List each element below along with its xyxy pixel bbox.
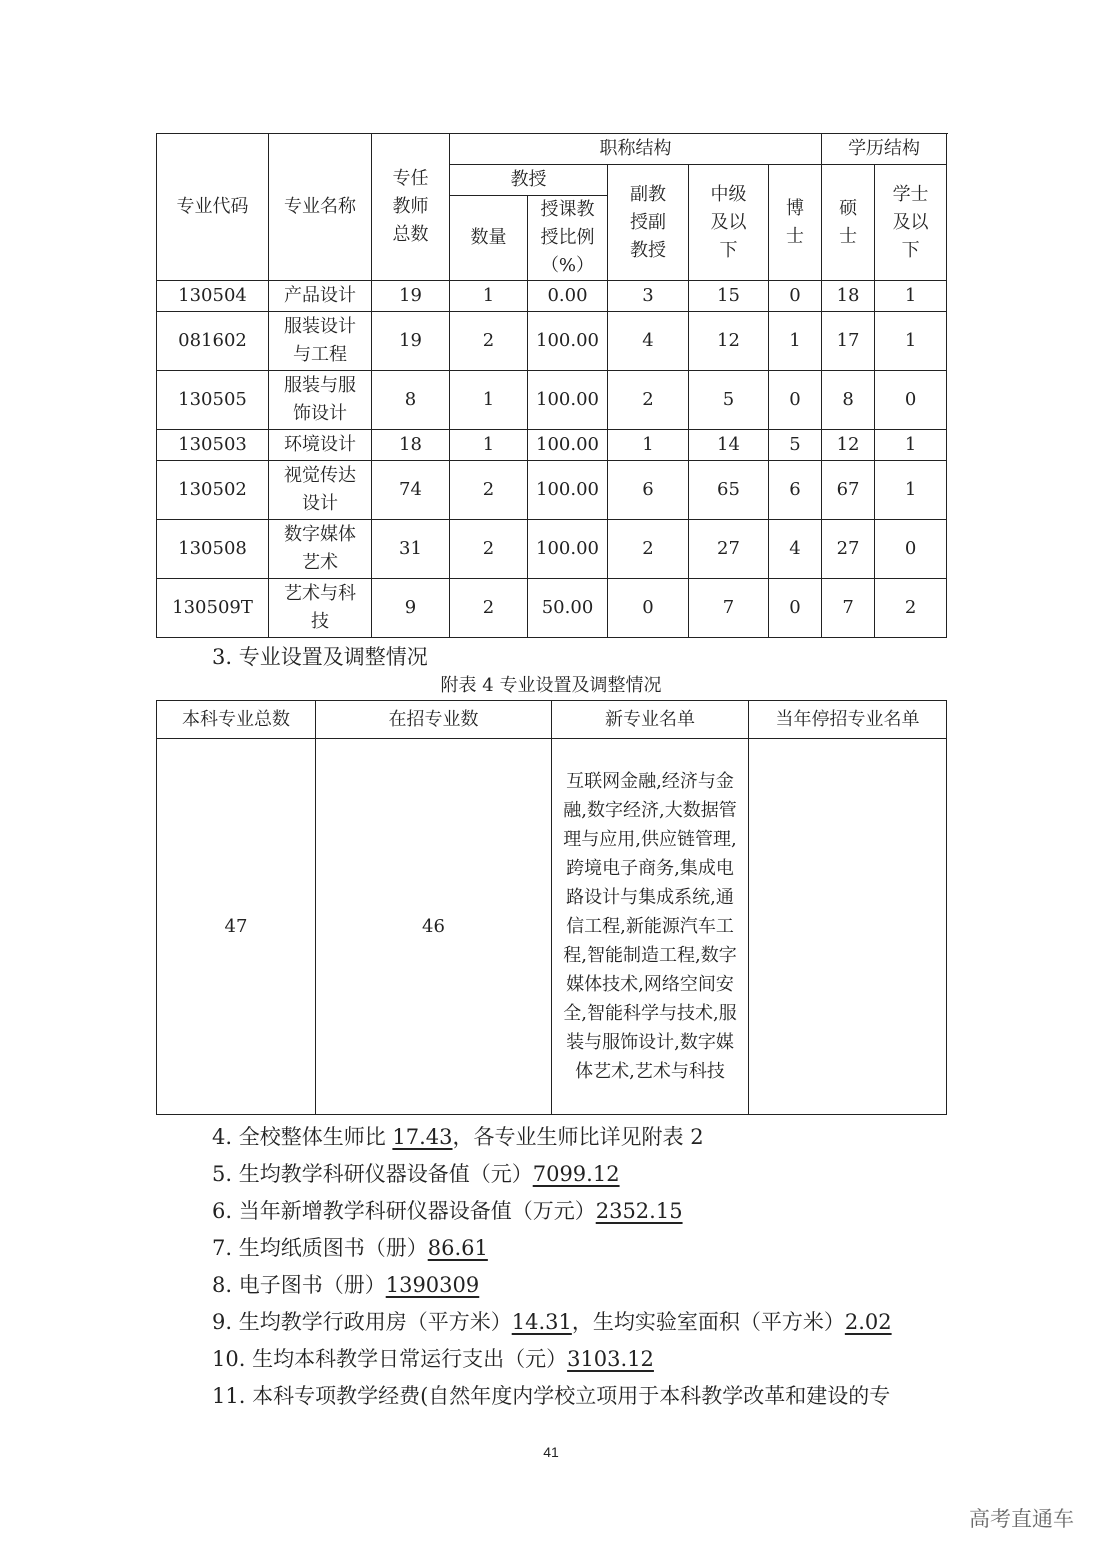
new-major-list: 互联网金融,经济与金融,数字经济,大数据管理与应用,供应链管理,跨境电子商务,集成电路设计与集成系统,通信工程,新能源汽车工程,智能制造工程,数字媒体技术,网络空间安全,智能科学与技术,服装与服饰设计,数字媒体艺术,艺术与科技 (552, 739, 749, 1115)
cell-ratio: 100.00 (528, 461, 608, 520)
cell-name: 环境设计 (269, 430, 372, 461)
stat-label: 11. 本科专项教学经费(自然年度内学校立项用于本科教学改革和建设的专 (212, 1384, 891, 1408)
cell-master: 7 (822, 579, 875, 638)
header-ratio: 授课教授比例（%） (528, 196, 608, 281)
cell-mid: 5 (689, 371, 769, 430)
cell-bachelor: 2 (875, 579, 947, 638)
header-title-structure: 职称结构 (450, 134, 822, 165)
stat-label: 4. 全校整体生师比 (212, 1125, 393, 1149)
stat-label: 5. 生均教学科研仪器设备值（元） (212, 1162, 533, 1186)
major-total-value: 47 (157, 739, 316, 1115)
cell-total: 74 (372, 461, 450, 520)
cell-ratio: 100.00 (528, 520, 608, 579)
cell-total: 31 (372, 520, 450, 579)
cell-assoc: 0 (608, 579, 689, 638)
cell-bachelor: 0 (875, 371, 947, 430)
cell-name: 服装设计与工程 (269, 312, 372, 371)
stat-item (212, 1344, 654, 1374)
stat-item (212, 1270, 479, 1300)
cell-mid: 12 (689, 312, 769, 371)
table-row (157, 579, 947, 638)
stat-value: 3103.12 (567, 1347, 654, 1371)
stat-value: 2352.15 (595, 1199, 683, 1223)
cell-assoc: 4 (608, 312, 689, 371)
major-setting-table (156, 700, 947, 1115)
cell-phd: 4 (769, 520, 822, 579)
cell-assoc: 2 (608, 520, 689, 579)
stat-item (212, 1307, 892, 1337)
cell-name: 视觉传达设计 (269, 461, 372, 520)
stat-label: 9. 生均教学行政用房（平方米） (212, 1310, 512, 1334)
cell-bachelor: 1 (875, 312, 947, 371)
header-assoc: 副教授副教授 (608, 165, 689, 281)
cell-assoc: 6 (608, 461, 689, 520)
stat-value: 2.02 (844, 1310, 892, 1334)
cell-name: 产品设计 (269, 281, 372, 312)
cell-mid: 65 (689, 461, 769, 520)
cell-bachelor: 1 (875, 461, 947, 520)
cell-code: 130504 (157, 281, 269, 312)
cell-total: 18 (372, 430, 450, 461)
cell-master: 8 (822, 371, 875, 430)
header-count: 数量 (450, 196, 528, 281)
header-name: 专业名称 (269, 134, 372, 281)
header-major-total: 本科专业总数 (157, 701, 316, 739)
cell-phd: 0 (769, 371, 822, 430)
stopped-list (749, 739, 947, 1115)
cell-master: 18 (822, 281, 875, 312)
cell-assoc: 1 (608, 430, 689, 461)
stat-value: 86.61 (427, 1236, 488, 1260)
cell-phd: 1 (769, 312, 822, 371)
stat-item (212, 1159, 620, 1189)
cell-phd: 5 (769, 430, 822, 461)
stat-item (212, 1122, 704, 1152)
cell-ratio: 50.00 (528, 579, 608, 638)
cell-master: 27 (822, 520, 875, 579)
cell-master: 17 (822, 312, 875, 371)
cell-phd: 0 (769, 579, 822, 638)
header-professor: 教授 (450, 165, 608, 196)
cell-name: 艺术与科技 (269, 579, 372, 638)
watermark: 高考直通车 (969, 1507, 1074, 1531)
header-phd: 博士 (769, 165, 822, 281)
cell-name: 服装与服饰设计 (269, 371, 372, 430)
cell-count: 2 (450, 312, 528, 371)
cell-ratio: 0.00 (528, 281, 608, 312)
faculty-structure-table (156, 133, 947, 638)
cell-master: 67 (822, 461, 875, 520)
header-total: 专任教师总数 (372, 134, 450, 281)
stat-label: ，生均实验室面积（平方米） (571, 1310, 845, 1334)
header-new-list: 新专业名单 (552, 701, 749, 739)
cell-count: 1 (450, 371, 528, 430)
table-row (157, 461, 947, 520)
table-row (157, 281, 947, 312)
cell-mid: 7 (689, 579, 769, 638)
cell-code: 130503 (157, 430, 269, 461)
cell-total: 19 (372, 312, 450, 371)
cell-code: 081602 (157, 312, 269, 371)
cell-bachelor: 1 (875, 281, 947, 312)
cell-mid: 27 (689, 520, 769, 579)
header-mid: 中级及以下 (689, 165, 769, 281)
cell-code: 130505 (157, 371, 269, 430)
cell-ratio: 100.00 (528, 430, 608, 461)
cell-code: 130502 (157, 461, 269, 520)
cell-count: 2 (450, 461, 528, 520)
stat-value: 1390309 (385, 1273, 480, 1297)
cell-ratio: 100.00 (528, 371, 608, 430)
cell-code: 130508 (157, 520, 269, 579)
cell-assoc: 2 (608, 371, 689, 430)
cell-total: 19 (372, 281, 450, 312)
cell-total: 9 (372, 579, 450, 638)
stat-value: 17.43 (392, 1125, 453, 1149)
cell-code: 130509T (157, 579, 269, 638)
stat-label: 8. 电子图书（册） (212, 1273, 386, 1297)
cell-phd: 6 (769, 461, 822, 520)
table-row (157, 312, 947, 371)
header-stopped: 当年停招专业名单 (749, 701, 947, 739)
stat-label: 10. 生均本科教学日常运行支出（元） (212, 1347, 568, 1371)
table-row (157, 520, 947, 579)
table2-caption: 附表 4 专业设置及调整情况 (440, 675, 662, 696)
header-master: 硕士 (822, 165, 875, 281)
page-number: 41 (543, 1444, 559, 1460)
cell-master: 12 (822, 430, 875, 461)
table-row (157, 371, 947, 430)
cell-mid: 15 (689, 281, 769, 312)
cell-name: 数字媒体艺术 (269, 520, 372, 579)
header-bachelor: 学士及以下 (875, 165, 947, 281)
stat-value: 7099.12 (532, 1162, 620, 1186)
stat-value: 14.31 (511, 1310, 572, 1334)
cell-count: 2 (450, 520, 528, 579)
cell-total: 8 (372, 371, 450, 430)
table-row (157, 430, 947, 461)
enrolling-value: 46 (316, 739, 552, 1115)
stat-item (212, 1381, 890, 1411)
cell-bachelor: 0 (875, 520, 947, 579)
cell-count: 2 (450, 579, 528, 638)
cell-assoc: 3 (608, 281, 689, 312)
header-enrolling: 在招专业数 (316, 701, 552, 739)
cell-ratio: 100.00 (528, 312, 608, 371)
cell-bachelor: 1 (875, 430, 947, 461)
stat-label: ，各专业生师比详见附表 2 (452, 1125, 704, 1149)
cell-mid: 14 (689, 430, 769, 461)
cell-count: 1 (450, 281, 528, 312)
header-code: 专业代码 (157, 134, 269, 281)
stat-item (212, 1196, 683, 1226)
stat-label: 6. 当年新增教学科研仪器设备值（万元） (212, 1199, 596, 1223)
stat-item (212, 1233, 488, 1263)
header-degree-structure: 学历结构 (822, 134, 947, 165)
stat-label: 7. 生均纸质图书（册） (212, 1236, 428, 1260)
cell-phd: 0 (769, 281, 822, 312)
cell-count: 1 (450, 430, 528, 461)
section-3-heading: 3. 专业设置及调整情况 (212, 645, 428, 669)
